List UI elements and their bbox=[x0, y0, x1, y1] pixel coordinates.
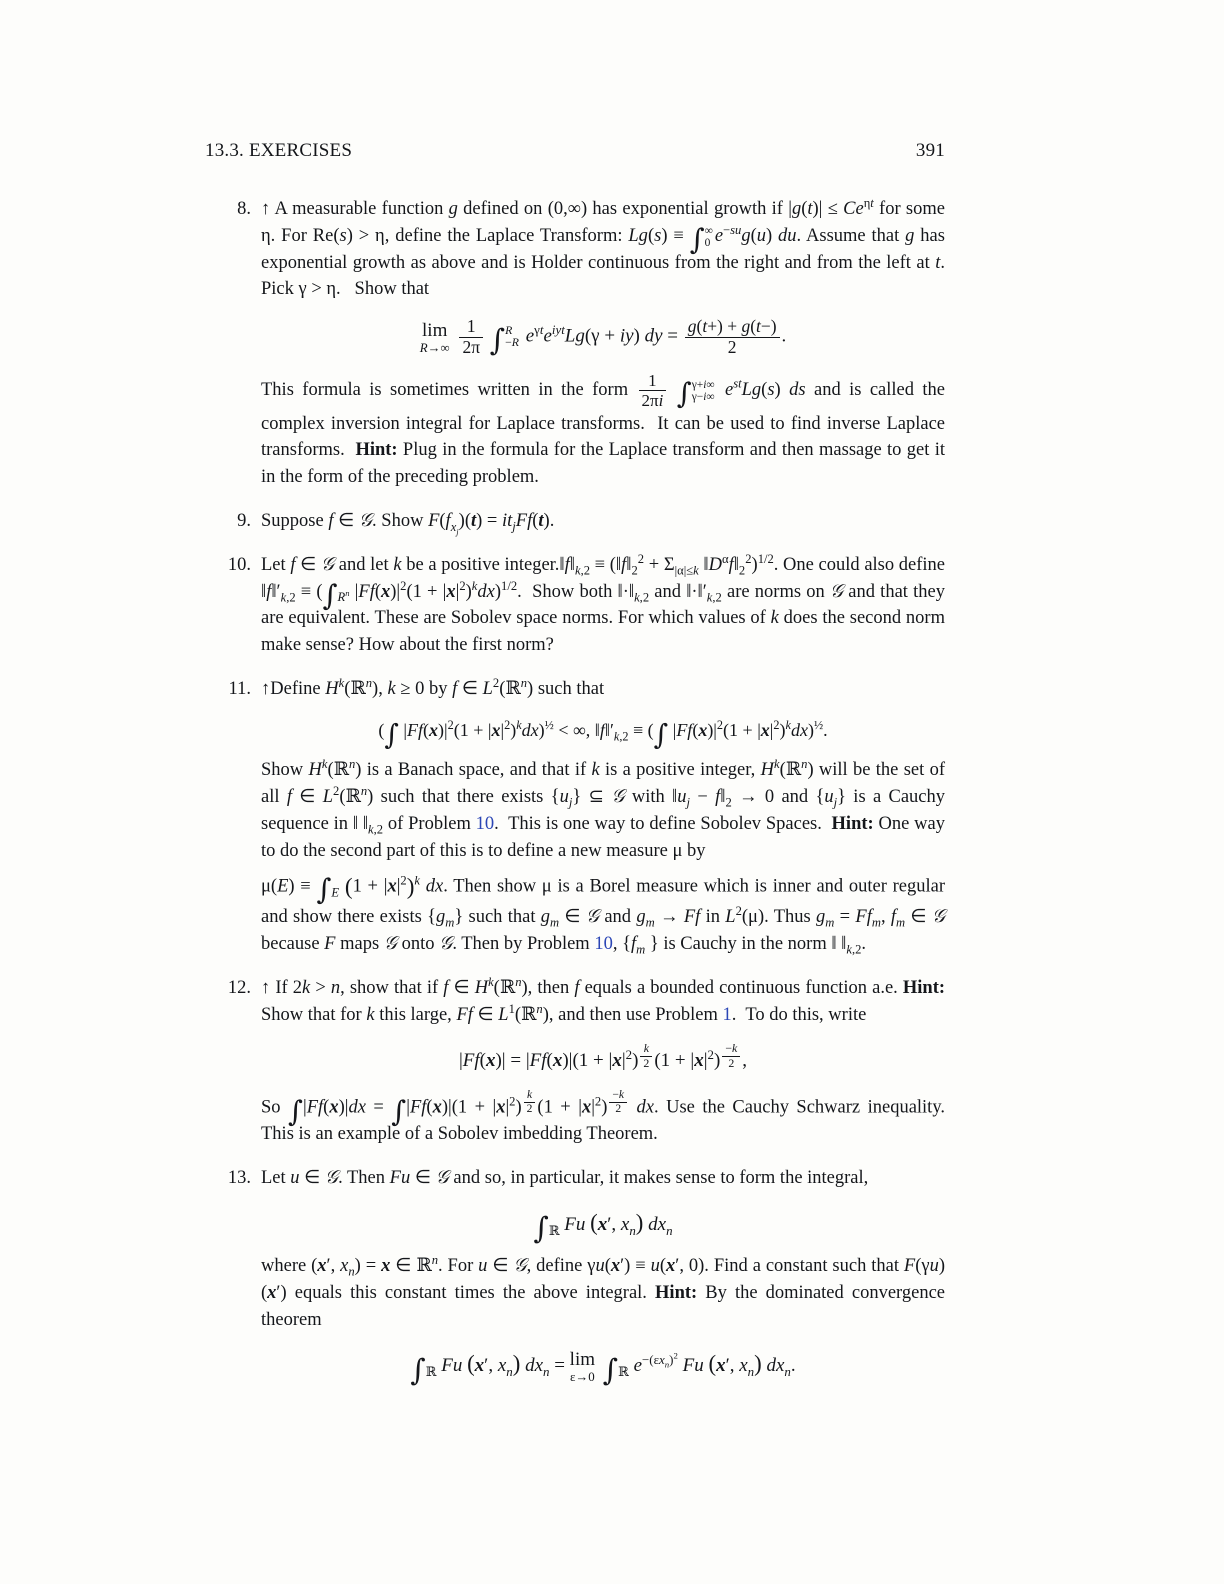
exercise-paragraph: Let f ∈ 𝒢 and let k be a positive $integer.‖f‖_{k,2}$ ≡ ($‖f‖_2^2 + \Sigma_{|\alpha|\le k}$ $‖D^\alpha f‖_2^2)^{1/2}$. One could also define $‖f‖'_{k,2} \equiv (\int_{R^n}$ $|Ff(x)|^2(1 + |x|^2)^kdx)^{1/2}$. Show both $‖\cdot‖_{k,2}$ and $‖\cdot‖'_{k,2}$ are norms on 𝒢 and that they are equivalent. These are Sobolev space norms. For which values of k does the second norm make sense? How about the first norm? bbox=[261, 551, 946, 656]
exercise-paragraph: ↑ A measurable function g defined on (0,∞) has exponential growth if $|g(t)| \le Ce^{\eta t}$ for some η. For Re(s) > η, define the Laplace Transform: Lg(s) ≡ ∫ ∞ 0 $e^{-su}g(u)$ du. Assume that g has exponential growth as above and is Holder continuous from the right and from the left at t. Pick γ > η. Show that bbox=[261, 195, 945, 300]
exercise-equation: lim R→∞ $\frac{1}{2\pi}$ ∫ R −R $e^{\gamma t}e^{iyt}Lg(\gamma + iy)$ dy = $\frac{g(t+) + g(t-)}{2}$ . bbox=[419, 316, 787, 357]
exercise-paragraph: This formula is sometimes written in the form $\frac{1}{2\pi i}$ ∫ γ+i∞ γ−i∞ $e^{st}Lg(s)$ ds and is called the complex inversion integral for Laplace transforms. It can be used to find inverse Laplace transforms. Hint: Plug in the formula for the Laplace transform and then massage to get it in the form of the preceding problem. bbox=[261, 371, 946, 488]
problem-reference[interactable]: 10 bbox=[475, 813, 495, 834]
exercise-number: 9. bbox=[237, 510, 251, 531]
exercise-paragraph: Let u ∈ 𝒢. Then Fu ∈ 𝒢 and so, in particular, it makes sense to form the integral, bbox=[261, 1167, 869, 1189]
exercise-paragraph: $\mu(E) \equiv \int_E$ $(1 + |x|^2)^k$ dx. Then show μ is a Borel measure which is inner and outer regular and show there exists $\{g_m\}$ such that $g_m$ ∈ 𝒢 and $g_m \to Ff$ in $L^2(\mu)$. Thus $g_m = Ff_m$, $f_m$ ∈ 𝒢 because F maps 𝒢 onto 𝒢. Then by Problem 10, {$f_m$ } is Cauchy in the norm ‖ $‖_{k,2}$. bbox=[261, 872, 946, 957]
exercise-body bbox=[261, 552, 945, 659]
exercise-item bbox=[205, 552, 945, 659]
problem-reference[interactable]: 10 bbox=[594, 933, 613, 954]
exercise-paragraph: ↑ If 2k > n, show that if f ∈ $H^k(ℝ^n)$, then f equals a bounded continuous function a.e. Hint: Show that for k this large, Ff ∈ $L^1(ℝ^n)$, and then use Problem 1. To do this, write bbox=[261, 974, 946, 1025]
exercise-item bbox=[205, 196, 945, 491]
hint-label: Hint: bbox=[355, 440, 398, 461]
exercise-body bbox=[261, 196, 945, 491]
hint-label: Hint: bbox=[831, 813, 874, 834]
exercise-body bbox=[261, 975, 945, 1148]
exercise-equation: $\int_ℝ$ Fu (x′, $x_n$) $dx_n$ bbox=[533, 1209, 673, 1246]
exercise-number: 8. bbox=[237, 199, 251, 219]
page-number: 391 bbox=[915, 140, 945, 161]
exercise-item bbox=[205, 1165, 945, 1398]
exercise-paragraph: Suppose f ∈ 𝒢. Show $F(f_{x_j})(t) = it_jFf(t)$. bbox=[261, 509, 555, 537]
exercise-equation: $|Ff(x)| = |Ff(x)|(1 + |x|^2)$ $^{\frac{k}{2}}$ $(1 + |x|^2)$ $^{\frac{-k}{2}}$ , bbox=[458, 1041, 748, 1072]
exercise-equation: $\int_ℝ$ Fu (x′, $x_n$) $dx_n = \lim$ ε→0 $\int_ℝ$ $e^{-(\varepsilon x_n)^2}$ Fu (x′, $x_n$) $dx_n$. bbox=[410, 1349, 796, 1387]
exercise-item bbox=[205, 676, 945, 958]
exercise-paragraph: So $\int|Ff(x)|dx = \int|Ff(x)|(1 + |x|^2)$ $^{\frac{k}{2}}$ $(1 + |x|^2)$ $^{\frac{-k}{2}}$ dx. Use the Cauchy Schwarz inequality. This is an example of a Sobolev imbedding Theorem. bbox=[261, 1088, 945, 1145]
page-content bbox=[205, 140, 945, 1415]
exercise-body bbox=[261, 676, 945, 958]
exercise-equation: (∫ $|Ff(x)|^2(1 + |x|^2)^kdx)^{\frac{1}{2}}$ < ∞, $‖f‖'_{k,2}$ ≡ (∫ $|Ff(x)|^2(1 + |x|^2)^kdx)^{\frac{1}{2}}$. bbox=[378, 717, 828, 751]
exercise-paragraph: ↑Define $H^k(ℝ^n)$, k ≥ 0 by f ∈ $L^2(ℝ^n)$ such that bbox=[261, 675, 605, 699]
running-head-section: 13.3. EXERCISES bbox=[205, 140, 353, 161]
hint-label: Hint: bbox=[902, 977, 946, 998]
page-header bbox=[205, 140, 945, 162]
exercise-number: 11. bbox=[228, 679, 251, 699]
exercise-body bbox=[261, 1165, 945, 1398]
exercise-number: 12. bbox=[227, 977, 251, 998]
exercise-body bbox=[261, 508, 945, 535]
exercise-item bbox=[205, 975, 945, 1148]
exercise-paragraph: where (x′, $x_n) = x$ ∈ ℝ$^n$. For u ∈ 𝒢, define γu(x′) ≡ u(x′, 0). Find a constant such that F(γu)(x′) equals this constant times the above integral. Hint: By the dominated convergence theorem bbox=[261, 1252, 945, 1330]
problem-reference[interactable]: 1 bbox=[722, 1004, 732, 1025]
exercise-number: 13. bbox=[227, 1168, 251, 1189]
exercise-item bbox=[205, 508, 945, 535]
exercise-number: 10. bbox=[227, 554, 251, 575]
exercise-paragraph: Show $H^k(ℝ^n)$ is a Banach space, and that if k is a positive integer, $H^k(ℝ^n)$ will be the set of all f ∈ $L^2(ℝ^n)$ such that there exists $\{u_j\}$ ⊆ 𝒢 with $‖u_j$ − $f‖_2 \to 0$ and $\{u_j\}$ is a Cauchy sequence in ‖ $‖_{k,2}$ of Problem 10. This is one way to define Sobolev Spaces. Hint: One way to do the second part of this is to define a new measure μ by bbox=[261, 757, 946, 861]
hint-label: Hint: bbox=[655, 1282, 698, 1303]
